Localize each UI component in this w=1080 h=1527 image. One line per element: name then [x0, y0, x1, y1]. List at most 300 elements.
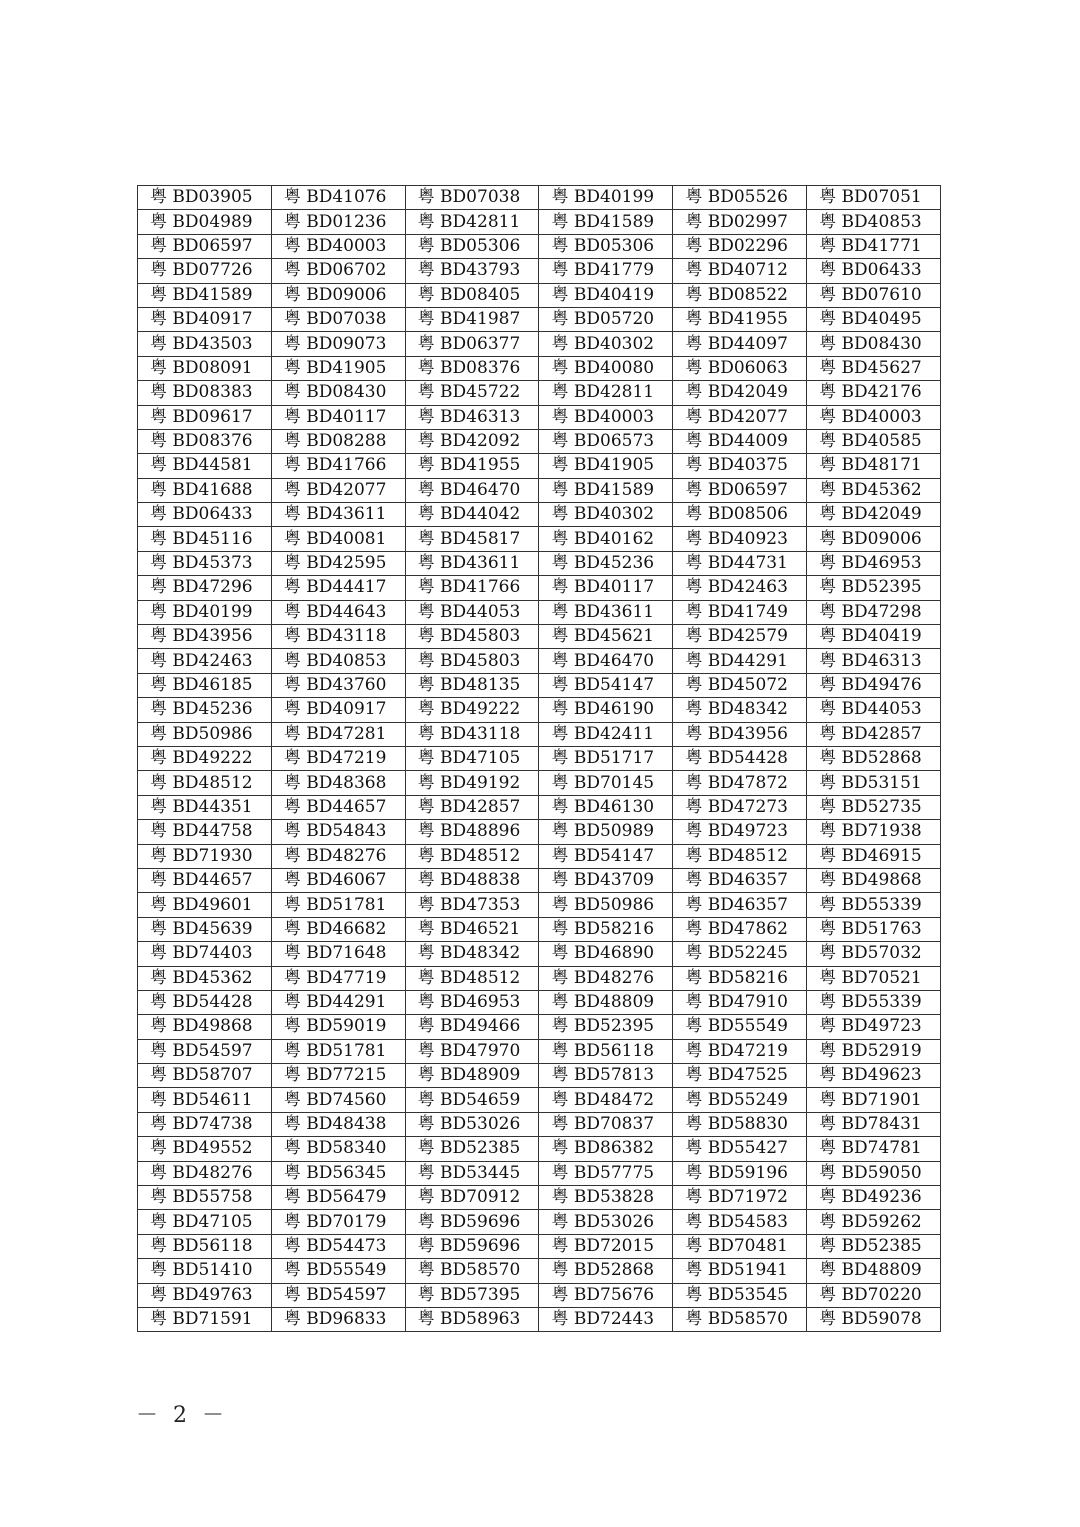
- plate-number-cell: 粤 BD46357: [673, 893, 807, 917]
- plate-number-cell: 粤 BD47219: [271, 746, 405, 770]
- plate-number-cell: 粤 BD58570: [673, 1307, 807, 1331]
- plate-number-cell: 粤 BD08091: [138, 356, 272, 380]
- plate-number-cell: 粤 BD08430: [807, 332, 941, 356]
- table-row: [138, 381, 941, 405]
- plate-number-cell: 粤 BD44053: [405, 600, 539, 624]
- plate-number-cell: 粤 BD08376: [138, 429, 272, 453]
- plate-number-cell: 粤 BD47298: [807, 600, 941, 624]
- table-row: [138, 1015, 941, 1039]
- table-row: [138, 478, 941, 502]
- plate-number-cell: 粤 BD45116: [138, 527, 272, 551]
- plate-number-cell: 粤 BD44657: [138, 868, 272, 892]
- plate-number-cell: 粤 BD41589: [138, 283, 272, 307]
- plate-number-cell: 粤 BD46890: [539, 942, 673, 966]
- plate-number-cell: 粤 BD06433: [138, 503, 272, 527]
- plate-number-cell: 粤 BD42049: [807, 503, 941, 527]
- table-row: [138, 259, 941, 283]
- plate-number-cell: 粤 BD06377: [405, 332, 539, 356]
- table-row: [138, 1234, 941, 1258]
- plate-number-cell: 粤 BD05526: [673, 186, 807, 210]
- plate-number-cell: 粤 BD47273: [673, 795, 807, 819]
- plate-number-cell: 粤 BD47281: [271, 722, 405, 746]
- plate-number-cell: 粤 BD06597: [673, 478, 807, 502]
- plate-number-cell: 粤 BD49476: [807, 673, 941, 697]
- plate-number-cell: 粤 BD52868: [807, 746, 941, 770]
- plate-number-cell: 粤 BD72443: [539, 1307, 673, 1331]
- plate-number-cell: 粤 BD52395: [539, 1015, 673, 1039]
- plate-number-cell: 粤 BD55758: [138, 1186, 272, 1210]
- plate-number-cell: 粤 BD06063: [673, 356, 807, 380]
- plate-number-cell: 粤 BD07051: [807, 186, 941, 210]
- plate-number-cell: 粤 BD48512: [405, 844, 539, 868]
- plate-number-table: [137, 185, 941, 1332]
- plate-number-cell: 粤 BD54597: [271, 1283, 405, 1307]
- plate-number-cell: 粤 BD40003: [271, 234, 405, 258]
- plate-number-cell: 粤 BD71648: [271, 942, 405, 966]
- plate-number-cell: 粤 BD45236: [539, 551, 673, 575]
- plate-number-cell: 粤 BD54597: [138, 1039, 272, 1063]
- plate-number-cell: 粤 BD41766: [271, 454, 405, 478]
- plate-number-cell: 粤 BD03905: [138, 186, 272, 210]
- plate-number-cell: 粤 BD55427: [673, 1137, 807, 1161]
- plate-number-cell: 粤 BD45362: [138, 966, 272, 990]
- table-row: [138, 1064, 941, 1088]
- table-row: [138, 503, 941, 527]
- plate-number-cell: 粤 BD42049: [673, 381, 807, 405]
- table-row: [138, 746, 941, 770]
- plate-number-cell: 粤 BD45803: [405, 625, 539, 649]
- plate-number-cell: 粤 BD52245: [673, 942, 807, 966]
- table-row: [138, 600, 941, 624]
- plate-number-cell: 粤 BD58830: [673, 1112, 807, 1136]
- plate-number-cell: 粤 BD77215: [271, 1064, 405, 1088]
- plate-number-cell: 粤 BD71901: [807, 1088, 941, 1112]
- plate-number-cell: 粤 BD54843: [271, 820, 405, 844]
- plate-number-cell: 粤 BD41905: [271, 356, 405, 380]
- plate-number-cell: 粤 BD70220: [807, 1283, 941, 1307]
- plate-number-cell: 粤 BD49601: [138, 893, 272, 917]
- plate-number-cell: 粤 BD42092: [405, 429, 539, 453]
- plate-number-cell: 粤 BD51717: [539, 746, 673, 770]
- plate-number-cell: 粤 BD40853: [807, 210, 941, 234]
- plate-number-cell: 粤 BD45817: [405, 527, 539, 551]
- plate-number-cell: 粤 BD57813: [539, 1064, 673, 1088]
- table-row: [138, 405, 941, 429]
- plate-number-cell: 粤 BD45072: [673, 673, 807, 697]
- plate-number-cell: 粤 BD02296: [673, 234, 807, 258]
- plate-number-cell: 粤 BD41955: [673, 307, 807, 331]
- plate-number-cell: 粤 BD47105: [405, 746, 539, 770]
- table-row: [138, 1210, 941, 1234]
- plate-number-cell: 粤 BD41589: [539, 478, 673, 502]
- plate-number-cell: 粤 BD45803: [405, 649, 539, 673]
- plate-number-cell: 粤 BD54147: [539, 673, 673, 697]
- plate-number-cell: 粤 BD54583: [673, 1210, 807, 1234]
- plate-number-cell: 粤 BD58216: [539, 917, 673, 941]
- plate-number-cell: 粤 BD44291: [673, 649, 807, 673]
- table-row: [138, 332, 941, 356]
- plate-number-cell: 粤 BD47970: [405, 1039, 539, 1063]
- plate-number-cell: 粤 BD59078: [807, 1307, 941, 1331]
- plate-number-cell: 粤 BD70837: [539, 1112, 673, 1136]
- plate-number-cell: 粤 BD08506: [673, 503, 807, 527]
- plate-number-cell: 粤 BD46313: [807, 649, 941, 673]
- table-row: [138, 625, 941, 649]
- plate-number-cell: 粤 BD74781: [807, 1137, 941, 1161]
- table-row: [138, 551, 941, 575]
- plate-number-cell: 粤 BD54147: [539, 844, 673, 868]
- plate-number-cell: 粤 BD07038: [271, 307, 405, 331]
- plate-number-cell: 粤 BD42463: [138, 649, 272, 673]
- plate-number-cell: 粤 BD56118: [138, 1234, 272, 1258]
- plate-number-cell: 粤 BD41779: [539, 259, 673, 283]
- plate-number-cell: 粤 BD44581: [138, 454, 272, 478]
- plate-number-cell: 粤 BD40917: [271, 698, 405, 722]
- plate-number-cell: 粤 BD08288: [271, 429, 405, 453]
- plate-number-cell: 粤 BD06573: [539, 429, 673, 453]
- plate-number-cell: 粤 BD08522: [673, 283, 807, 307]
- plate-number-cell: 粤 BD52395: [807, 576, 941, 600]
- table-row: [138, 429, 941, 453]
- plate-number-cell: 粤 BD49466: [405, 1015, 539, 1039]
- plate-number-cell: 粤 BD44009: [673, 429, 807, 453]
- plate-number-cell: 粤 BD54473: [271, 1234, 405, 1258]
- table-row: [138, 820, 941, 844]
- plate-number-cell: 粤 BD01236: [271, 210, 405, 234]
- plate-number-cell: 粤 BD49222: [138, 746, 272, 770]
- plate-number-cell: 粤 BD40302: [539, 332, 673, 356]
- plate-number-cell: 粤 BD43503: [138, 332, 272, 356]
- plate-number-cell: 粤 BD08376: [405, 356, 539, 380]
- plate-number-cell: 粤 BD40585: [807, 429, 941, 453]
- table-row: [138, 868, 941, 892]
- plate-number-cell: 粤 BD40003: [539, 405, 673, 429]
- plate-number-cell: 粤 BD44097: [673, 332, 807, 356]
- plate-number-cell: 粤 BD48342: [673, 698, 807, 722]
- plate-number-cell: 粤 BD46953: [807, 551, 941, 575]
- plate-number-cell: 粤 BD43611: [271, 503, 405, 527]
- plate-number-cell: 粤 BD42579: [673, 625, 807, 649]
- plate-number-cell: 粤 BD46313: [405, 405, 539, 429]
- table-row: [138, 1307, 941, 1331]
- plate-number-cell: 粤 BD47719: [271, 966, 405, 990]
- plate-number-cell: 粤 BD49236: [807, 1186, 941, 1210]
- plate-number-cell: 粤 BD45362: [807, 478, 941, 502]
- plate-number-cell: 粤 BD53828: [539, 1186, 673, 1210]
- plate-number-cell: 粤 BD53026: [405, 1112, 539, 1136]
- plate-number-cell: 粤 BD48909: [405, 1064, 539, 1088]
- plate-number-cell: 粤 BD45373: [138, 551, 272, 575]
- plate-number-cell: 粤 BD05720: [539, 307, 673, 331]
- plate-number-cell: 粤 BD48512: [673, 844, 807, 868]
- table-row: [138, 942, 941, 966]
- plate-number-cell: 粤 BD41749: [673, 600, 807, 624]
- plate-number-cell: 粤 BD50986: [539, 893, 673, 917]
- plate-number-cell: 粤 BD58707: [138, 1064, 272, 1088]
- plate-number-cell: 粤 BD42411: [539, 722, 673, 746]
- plate-number-cell: 粤 BD53445: [405, 1161, 539, 1185]
- plate-number-cell: 粤 BD49192: [405, 771, 539, 795]
- table-row: [138, 844, 941, 868]
- plate-number-cell: 粤 BD44291: [271, 990, 405, 1014]
- plate-number-cell: 粤 BD07038: [405, 186, 539, 210]
- plate-number-cell: 粤 BD40419: [807, 625, 941, 649]
- plate-number-cell: 粤 BD44657: [271, 795, 405, 819]
- plate-number-cell: 粤 BD58216: [673, 966, 807, 990]
- plate-number-cell: 粤 BD40003: [807, 405, 941, 429]
- plate-number-cell: 粤 BD41771: [807, 234, 941, 258]
- table-row: [138, 283, 941, 307]
- plate-number-cell: 粤 BD40923: [673, 527, 807, 551]
- plate-number-cell: 粤 BD42077: [673, 405, 807, 429]
- plate-number-cell: 粤 BD45236: [138, 698, 272, 722]
- plate-number-cell: 粤 BD42811: [405, 210, 539, 234]
- plate-number-cell: 粤 BD45627: [807, 356, 941, 380]
- plate-number-cell: 粤 BD70179: [271, 1210, 405, 1234]
- table-row: [138, 356, 941, 380]
- plate-number-cell: 粤 BD42176: [807, 381, 941, 405]
- plate-number-cell: 粤 BD70145: [539, 771, 673, 795]
- plate-number-cell: 粤 BD51781: [271, 1039, 405, 1063]
- plate-number-cell: 粤 BD59696: [405, 1234, 539, 1258]
- plate-number-cell: 粤 BD44042: [405, 503, 539, 527]
- plate-number-cell: 粤 BD40162: [539, 527, 673, 551]
- plate-number-cell: 粤 BD44731: [673, 551, 807, 575]
- plate-number-cell: 粤 BD05306: [539, 234, 673, 258]
- plate-number-cell: 粤 BD43956: [673, 722, 807, 746]
- plate-number-cell: 粤 BD47296: [138, 576, 272, 600]
- plate-number-cell: 粤 BD08405: [405, 283, 539, 307]
- plate-number-cell: 粤 BD78431: [807, 1112, 941, 1136]
- plate-number-cell: 粤 BD59196: [673, 1161, 807, 1185]
- plate-number-cell: 粤 BD43118: [271, 625, 405, 649]
- table-row: [138, 307, 941, 331]
- plate-number-cell: 粤 BD09617: [138, 405, 272, 429]
- plate-number-cell: 粤 BD06597: [138, 234, 272, 258]
- plate-number-cell: 粤 BD07610: [807, 283, 941, 307]
- plate-number-cell: 粤 BD59050: [807, 1161, 941, 1185]
- plate-number-cell: 粤 BD40080: [539, 356, 673, 380]
- plate-number-cell: 粤 BD58340: [271, 1137, 405, 1161]
- plate-number-cell: 粤 BD46130: [539, 795, 673, 819]
- table-row: [138, 673, 941, 697]
- plate-number-cell: 粤 BD40199: [539, 186, 673, 210]
- plate-number-cell: 粤 BD74403: [138, 942, 272, 966]
- plate-number-cell: 粤 BD55339: [807, 990, 941, 1014]
- plate-number-cell: 粤 BD54428: [673, 746, 807, 770]
- plate-number-cell: 粤 BD74560: [271, 1088, 405, 1112]
- plate-number-cell: 粤 BD54611: [138, 1088, 272, 1112]
- plate-number-cell: 粤 BD71938: [807, 820, 941, 844]
- plate-number-cell: 粤 BD57775: [539, 1161, 673, 1185]
- plate-number-cell: 粤 BD40081: [271, 527, 405, 551]
- table-row: [138, 1283, 941, 1307]
- plate-number-cell: 粤 BD56479: [271, 1186, 405, 1210]
- plate-number-cell: 粤 BD46470: [539, 649, 673, 673]
- plate-number-cell: 粤 BD70912: [405, 1186, 539, 1210]
- plate-table-body: [138, 186, 941, 1332]
- plate-number-cell: 粤 BD44643: [271, 600, 405, 624]
- plate-number-cell: 粤 BD44758: [138, 820, 272, 844]
- plate-number-cell: 粤 BD46067: [271, 868, 405, 892]
- plate-number-cell: 粤 BD51763: [807, 917, 941, 941]
- plate-number-cell: 粤 BD57032: [807, 942, 941, 966]
- table-row: [138, 1112, 941, 1136]
- plate-number-cell: 粤 BD44417: [271, 576, 405, 600]
- plate-number-cell: 粤 BD40302: [539, 503, 673, 527]
- plate-number-cell: 粤 BD49222: [405, 698, 539, 722]
- plate-number-cell: 粤 BD59262: [807, 1210, 941, 1234]
- plate-number-cell: 粤 BD49623: [807, 1064, 941, 1088]
- table-row: [138, 893, 941, 917]
- plate-number-cell: 粤 BD55549: [271, 1259, 405, 1283]
- plate-number-cell: 粤 BD55339: [807, 893, 941, 917]
- plate-number-cell: 粤 BD45639: [138, 917, 272, 941]
- plate-number-cell: 粤 BD71591: [138, 1307, 272, 1331]
- table-row: [138, 917, 941, 941]
- plate-number-cell: 粤 BD41076: [271, 186, 405, 210]
- table-row: [138, 1039, 941, 1063]
- plate-number-cell: 粤 BD43611: [405, 551, 539, 575]
- plate-number-cell: 粤 BD47353: [405, 893, 539, 917]
- plate-number-cell: 粤 BD59019: [271, 1015, 405, 1039]
- plate-number-cell: 粤 BD41905: [539, 454, 673, 478]
- plate-number-cell: 粤 BD54659: [405, 1088, 539, 1112]
- plate-number-cell: 粤 BD48342: [405, 942, 539, 966]
- table-row: [138, 649, 941, 673]
- plate-number-cell: 粤 BD45621: [539, 625, 673, 649]
- plate-number-cell: 粤 BD42595: [271, 551, 405, 575]
- plate-number-cell: 粤 BD57395: [405, 1283, 539, 1307]
- plate-number-cell: 粤 BD71972: [673, 1186, 807, 1210]
- plate-number-cell: 粤 BD49723: [807, 1015, 941, 1039]
- table-row: [138, 527, 941, 551]
- plate-number-cell: 粤 BD74738: [138, 1112, 272, 1136]
- plate-number-cell: 粤 BD70481: [673, 1234, 807, 1258]
- plate-number-cell: 粤 BD52385: [405, 1137, 539, 1161]
- plate-number-cell: 粤 BD40419: [539, 283, 673, 307]
- plate-number-cell: 粤 BD42463: [673, 576, 807, 600]
- plate-number-cell: 粤 BD47862: [673, 917, 807, 941]
- plate-number-cell: 粤 BD51410: [138, 1259, 272, 1283]
- plate-number-cell: 粤 BD72015: [539, 1234, 673, 1258]
- plate-number-cell: 粤 BD53026: [539, 1210, 673, 1234]
- table-row: [138, 454, 941, 478]
- plate-number-cell: 粤 BD09006: [807, 527, 941, 551]
- plate-number-cell: 粤 BD42857: [405, 795, 539, 819]
- plate-number-cell: 粤 BD06702: [271, 259, 405, 283]
- plate-number-cell: 粤 BD48276: [138, 1161, 272, 1185]
- plate-number-cell: 粤 BD47219: [673, 1039, 807, 1063]
- plate-number-cell: 粤 BD46190: [539, 698, 673, 722]
- plate-number-cell: 粤 BD41987: [405, 307, 539, 331]
- plate-number-cell: 粤 BD86382: [539, 1137, 673, 1161]
- plate-number-cell: 粤 BD41688: [138, 478, 272, 502]
- plate-number-cell: 粤 BD56118: [539, 1039, 673, 1063]
- table-row: [138, 1259, 941, 1283]
- plate-number-cell: 粤 BD51781: [271, 893, 405, 917]
- table-row: [138, 186, 941, 210]
- plate-number-cell: 粤 BD49723: [673, 820, 807, 844]
- table-row: [138, 1186, 941, 1210]
- plate-number-cell: 粤 BD49868: [138, 1015, 272, 1039]
- plate-number-cell: 粤 BD44351: [138, 795, 272, 819]
- plate-number-cell: 粤 BD48512: [138, 771, 272, 795]
- plate-number-cell: 粤 BD52868: [539, 1259, 673, 1283]
- plate-number-cell: 粤 BD05306: [405, 234, 539, 258]
- plate-number-cell: 粤 BD48838: [405, 868, 539, 892]
- plate-number-cell: 粤 BD49868: [807, 868, 941, 892]
- plate-number-cell: 粤 BD96833: [271, 1307, 405, 1331]
- plate-number-cell: 粤 BD48438: [271, 1112, 405, 1136]
- plate-number-cell: 粤 BD46185: [138, 673, 272, 697]
- plate-number-cell: 粤 BD51941: [673, 1259, 807, 1283]
- plate-number-cell: 粤 BD46357: [673, 868, 807, 892]
- plate-number-cell: 粤 BD41955: [405, 454, 539, 478]
- plate-number-cell: 粤 BD48171: [807, 454, 941, 478]
- plate-number-cell: 粤 BD50986: [138, 722, 272, 746]
- plate-number-cell: 粤 BD43118: [405, 722, 539, 746]
- plate-number-cell: 粤 BD40495: [807, 307, 941, 331]
- plate-number-cell: 粤 BD49552: [138, 1137, 272, 1161]
- plate-number-cell: 粤 BD09006: [271, 283, 405, 307]
- plate-number-cell: 粤 BD47872: [673, 771, 807, 795]
- plate-number-cell: 粤 BD46470: [405, 478, 539, 502]
- plate-number-cell: 粤 BD55249: [673, 1088, 807, 1112]
- plate-number-cell: 粤 BD40712: [673, 259, 807, 283]
- table-row: [138, 576, 941, 600]
- plate-number-cell: 粤 BD52385: [807, 1234, 941, 1258]
- plate-number-cell: 粤 BD48809: [539, 990, 673, 1014]
- plate-number-cell: 粤 BD43611: [539, 600, 673, 624]
- plate-number-cell: 粤 BD52919: [807, 1039, 941, 1063]
- plate-number-cell: 粤 BD40117: [271, 405, 405, 429]
- plate-number-cell: 粤 BD48135: [405, 673, 539, 697]
- plate-number-cell: 粤 BD47910: [673, 990, 807, 1014]
- plate-number-cell: 粤 BD47525: [673, 1064, 807, 1088]
- plate-number-cell: 粤 BD46953: [405, 990, 539, 1014]
- plate-number-cell: 粤 BD75676: [539, 1283, 673, 1307]
- table-row: [138, 966, 941, 990]
- plate-number-cell: 粤 BD52735: [807, 795, 941, 819]
- plate-number-cell: 粤 BD58570: [405, 1259, 539, 1283]
- table-row: [138, 698, 941, 722]
- table-row: [138, 234, 941, 258]
- plate-number-cell: 粤 BD48276: [539, 966, 673, 990]
- table-row: [138, 1137, 941, 1161]
- plate-number-cell: 粤 BD40199: [138, 600, 272, 624]
- plate-number-cell: 粤 BD06433: [807, 259, 941, 283]
- plate-number-cell: 粤 BD49763: [138, 1283, 272, 1307]
- plate-number-cell: 粤 BD47105: [138, 1210, 272, 1234]
- plate-number-cell: 粤 BD45722: [405, 381, 539, 405]
- plate-number-cell: 粤 BD43709: [539, 868, 673, 892]
- table-row: [138, 795, 941, 819]
- page-number: － 2 －: [136, 1403, 228, 1428]
- plate-number-cell: 粤 BD02997: [673, 210, 807, 234]
- plate-number-cell: 粤 BD43760: [271, 673, 405, 697]
- plate-number-cell: 粤 BD56345: [271, 1161, 405, 1185]
- table-row: [138, 771, 941, 795]
- plate-number-cell: 粤 BD42811: [539, 381, 673, 405]
- plate-number-cell: 粤 BD58963: [405, 1307, 539, 1331]
- plate-number-cell: 粤 BD50989: [539, 820, 673, 844]
- plate-number-cell: 粤 BD09073: [271, 332, 405, 356]
- plate-number-cell: 粤 BD08383: [138, 381, 272, 405]
- plate-number-cell: 粤 BD41589: [539, 210, 673, 234]
- plate-number-cell: 粤 BD42077: [271, 478, 405, 502]
- plate-number-cell: 粤 BD54428: [138, 990, 272, 1014]
